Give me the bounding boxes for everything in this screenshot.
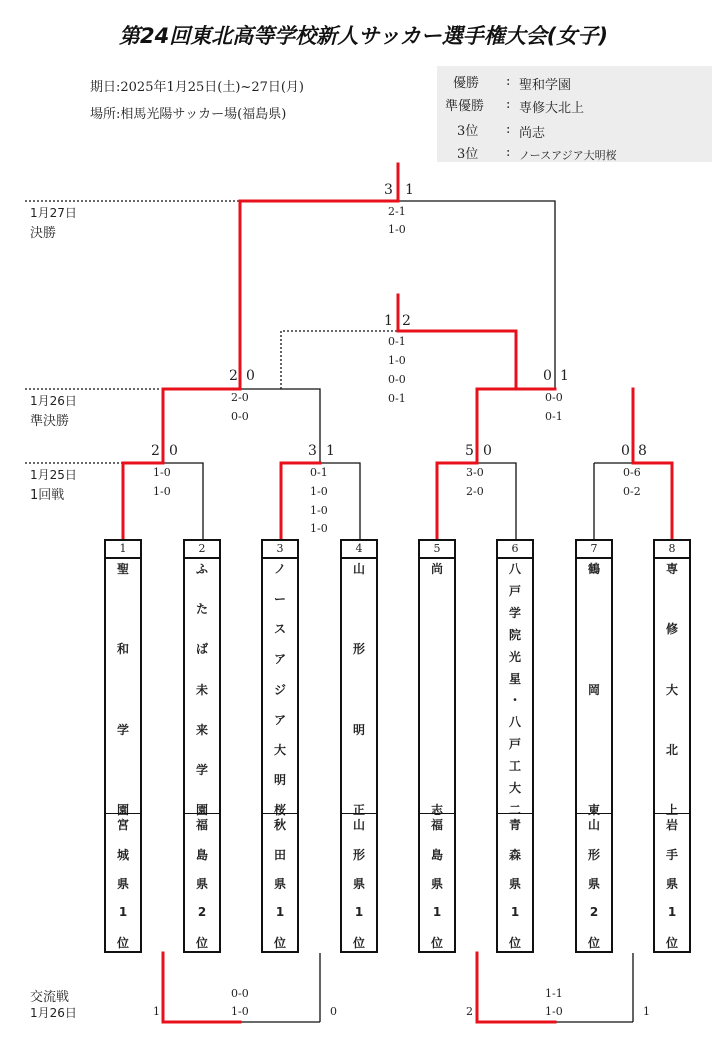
semi1-half-score: 2-0: [231, 391, 249, 404]
third-half-score: 0-1: [388, 335, 406, 348]
team-name-char: 和: [116, 642, 129, 657]
third-score-left: 1: [384, 313, 393, 329]
semi-date: 1月26日: [30, 394, 77, 408]
team-name: [420, 557, 454, 817]
team-name-char: 明: [273, 772, 286, 787]
third-half-score: 0-0: [388, 373, 406, 386]
team-name-char: 園: [116, 803, 129, 817]
team-card: [653, 539, 691, 953]
result-colon: :: [506, 74, 511, 89]
team-prefecture: [185, 814, 219, 951]
r1-m1-half-score: 1-0: [153, 485, 171, 498]
team-name-char: 明: [352, 722, 365, 737]
team-pref-char: 2: [589, 904, 599, 919]
team-pref-char: 県: [587, 877, 600, 891]
event-venue: 場所:相馬光陽サッカー場(福島県): [90, 107, 287, 122]
final-half-score: 1-0: [388, 223, 406, 236]
team-name-char: 光: [508, 649, 521, 664]
team-name-char: 工: [508, 759, 521, 774]
team-name-char: 鶴: [587, 562, 600, 576]
team-name-char: 山: [352, 562, 365, 576]
team-name-char: 桜: [273, 803, 286, 817]
team-pref-char: 青: [508, 818, 521, 832]
team-name-char: 園: [195, 803, 208, 817]
r1-m3-half-score: 3-0: [466, 466, 484, 479]
team-card: [418, 539, 456, 953]
team-name-char: ジ: [273, 682, 286, 697]
team-name-char: ノ: [273, 562, 286, 576]
team-pref-char: 1: [354, 904, 364, 919]
third-half-score: 0-1: [388, 392, 406, 405]
result-champion: 聖和学園: [519, 78, 572, 93]
team-pref-char: 位: [665, 936, 678, 950]
team-pref-char: 2: [197, 904, 207, 919]
team-pref-char: 1: [510, 904, 520, 919]
team-name-char: 聖: [116, 562, 129, 576]
team-pref-char: 田: [273, 847, 286, 862]
r1-m3-score-right: 0: [483, 443, 492, 459]
r1-m2-half-score: 1-0: [310, 522, 328, 535]
team-name-char: 二: [508, 803, 521, 817]
team-name-char: 八: [508, 562, 521, 576]
r1-m4-half-score: 0-6: [623, 466, 641, 479]
first-date: 1月25日: [30, 468, 77, 482]
team-name: [655, 557, 689, 817]
team-pref-char: 位: [195, 936, 208, 950]
team-card: [340, 539, 378, 953]
team-pref-char: 位: [430, 936, 443, 950]
team-name-char: 上: [665, 803, 678, 817]
team-pref-char: 県: [665, 877, 678, 891]
r1-m2-half-score: 0-1: [310, 466, 328, 479]
team-name-char: ふ: [195, 562, 208, 576]
team-pref-char: 位: [116, 936, 129, 950]
team-prefecture: [655, 814, 689, 951]
r1-m2-half-score: 1-0: [310, 485, 328, 498]
team-card: [575, 539, 613, 953]
team-name: [185, 557, 219, 817]
result-third-b: ノースアジア大明桜: [519, 149, 617, 162]
ex2-score-right: 1: [643, 1005, 650, 1018]
team-name-char: 正: [352, 803, 365, 817]
team-pref-char: 1: [275, 904, 285, 919]
team-prefecture: [420, 814, 454, 951]
team-pref-char: 県: [430, 877, 443, 891]
team-pref-char: 1: [118, 904, 128, 919]
r1-m1-half-score: 1-0: [153, 466, 171, 479]
team-pref-char: 県: [508, 877, 521, 891]
team-pref-char: 島: [195, 847, 208, 862]
semi2-half-score: 0-1: [545, 410, 563, 423]
team-name-char: 大: [273, 742, 286, 757]
team-number: 5: [420, 541, 454, 559]
team-pref-char: 県: [195, 877, 208, 891]
team-pref-char: 形: [587, 847, 600, 862]
final-score-right: 1: [405, 182, 414, 198]
team-pref-char: 1: [432, 904, 442, 919]
result-colon: :: [506, 97, 511, 112]
team-name-char: 志: [430, 803, 443, 817]
team-pref-char: 手: [665, 847, 678, 862]
team-name-char: 岡: [587, 682, 600, 697]
team-pref-char: 県: [352, 877, 365, 891]
r1-m4-half-score: 0-2: [623, 485, 641, 498]
team-name-char: 学: [508, 605, 521, 620]
team-name-char: 形: [352, 642, 365, 657]
third-score-right: 2: [402, 313, 411, 329]
team-name-char: 専: [665, 562, 678, 576]
semi-round-name: 準決勝: [30, 414, 70, 429]
result-label-third: 3位: [457, 124, 479, 139]
team-name-char: 来: [195, 722, 208, 737]
team-name-char: 修: [665, 622, 678, 637]
team-card: [261, 539, 299, 953]
team-pref-char: 位: [587, 936, 600, 950]
result-third-a: 尚志: [519, 126, 546, 141]
team-prefecture: [342, 814, 376, 951]
semi1-score-left: 2: [229, 368, 238, 384]
team-pref-char: 福: [195, 818, 208, 832]
team-name-char: 星: [508, 671, 521, 686]
team-number: 3: [263, 541, 297, 559]
r1-m3-half-score: 2-0: [466, 485, 484, 498]
team-pref-char: 山: [352, 818, 365, 832]
r1-m3-score-left: 5: [465, 443, 474, 459]
team-name-char: 戸: [508, 583, 521, 598]
team-name-char: ・: [508, 693, 521, 708]
third-half-score: 1-0: [388, 354, 406, 367]
team-pref-char: 県: [273, 877, 286, 891]
final-round-name: 決勝: [30, 226, 57, 241]
final-score-left: 3: [384, 182, 393, 198]
team-pref-char: 岩: [665, 818, 678, 832]
team-name-char: 未: [195, 682, 208, 697]
team-name-char: ば: [195, 642, 208, 657]
ex2-half-score: 1-0: [545, 1005, 563, 1018]
final-half-score: 2-1: [388, 205, 406, 218]
team-card: [104, 539, 142, 953]
ex2-half-score: 1-1: [545, 987, 563, 1000]
team-name: [498, 557, 532, 817]
team-name-char: ー: [273, 592, 286, 607]
team-pref-char: 森: [508, 847, 521, 862]
result-runnerup: 専修大北上: [519, 101, 585, 116]
semi2-half-score: 0-0: [545, 391, 563, 404]
team-prefecture: [106, 814, 140, 951]
ex1-half-score: 1-0: [231, 1005, 249, 1018]
team-pref-char: 位: [508, 936, 521, 950]
team-card: [183, 539, 221, 953]
r1-m4-score-right: 8: [638, 443, 647, 459]
team-name-char: 大: [665, 682, 678, 697]
team-name-char: 東: [587, 803, 600, 817]
result-label-runnerup: 準優勝: [445, 99, 485, 114]
semi2-score-left: 0: [543, 368, 552, 384]
team-pref-char: 福: [430, 818, 443, 832]
exchange-round-name: 交流戦: [30, 990, 70, 1005]
team-name-char: 八: [508, 715, 521, 730]
ex2-score-left: 2: [466, 1005, 473, 1018]
team-name-char: 北: [665, 742, 678, 757]
team-name: [577, 557, 611, 817]
r1-m4-score-left: 0: [621, 443, 630, 459]
team-name-char: ア: [273, 712, 286, 727]
r1-m1-score-right: 0: [169, 443, 178, 459]
team-name-char: 学: [116, 722, 129, 737]
team-pref-char: 県: [116, 877, 129, 891]
exchange-date: 1月26日: [30, 1006, 77, 1020]
team-name-char: 尚: [430, 562, 443, 576]
team-number: 1: [106, 541, 140, 559]
ex1-score-right: 0: [330, 1005, 337, 1018]
semi1-score-right: 0: [246, 368, 255, 384]
r1-m2-score-left: 3: [308, 443, 317, 459]
ex1-score-left: 1: [153, 1005, 160, 1018]
semi1-half-score: 0-0: [231, 410, 249, 423]
team-number: 8: [655, 541, 689, 559]
team-pref-char: 秋: [273, 818, 286, 832]
team-name: [342, 557, 376, 817]
team-number: 4: [342, 541, 376, 559]
first-round-name: 1回戦: [30, 488, 65, 503]
team-name-char: た: [195, 602, 208, 617]
result-colon: :: [506, 122, 511, 137]
team-name-char: 大: [508, 781, 521, 796]
team-pref-char: 位: [273, 936, 286, 950]
r1-m2-half-score: 1-0: [310, 504, 328, 517]
final-date: 1月27日: [30, 206, 77, 220]
team-pref-char: 山: [587, 818, 600, 832]
team-pref-char: 位: [352, 936, 365, 950]
page-title: 第24回東北高等学校新人サッカー選手権大会(女子): [119, 24, 608, 48]
team-name: [263, 557, 297, 817]
team-name-char: ア: [273, 652, 286, 667]
team-prefecture: [577, 814, 611, 951]
result-label-third: 3位: [457, 147, 479, 162]
event-date: 期日:2025年1月25日(土)~27日(月): [90, 80, 304, 95]
team-name: [106, 557, 140, 817]
team-name-char: 戸: [508, 737, 521, 752]
team-pref-char: 城: [116, 847, 129, 862]
team-pref-char: 島: [430, 847, 443, 862]
team-number: 6: [498, 541, 532, 559]
team-pref-char: 宮: [116, 818, 129, 832]
team-number: 7: [577, 541, 611, 559]
team-prefecture: [498, 814, 532, 951]
team-pref-char: 1: [667, 904, 677, 919]
semi2-score-right: 1: [560, 368, 569, 384]
result-label-champion: 優勝: [453, 76, 480, 91]
team-name-char: ス: [273, 622, 286, 637]
result-colon: :: [506, 145, 511, 160]
r1-m2-score-right: 1: [326, 443, 335, 459]
ex1-half-score: 0-0: [231, 987, 249, 1000]
team-pref-char: 形: [352, 847, 365, 862]
team-name-char: 院: [508, 627, 521, 642]
team-prefecture: [263, 814, 297, 951]
team-number: 2: [185, 541, 219, 559]
r1-m1-score-left: 2: [151, 443, 160, 459]
team-card: [496, 539, 534, 953]
team-name-char: 学: [195, 762, 208, 777]
